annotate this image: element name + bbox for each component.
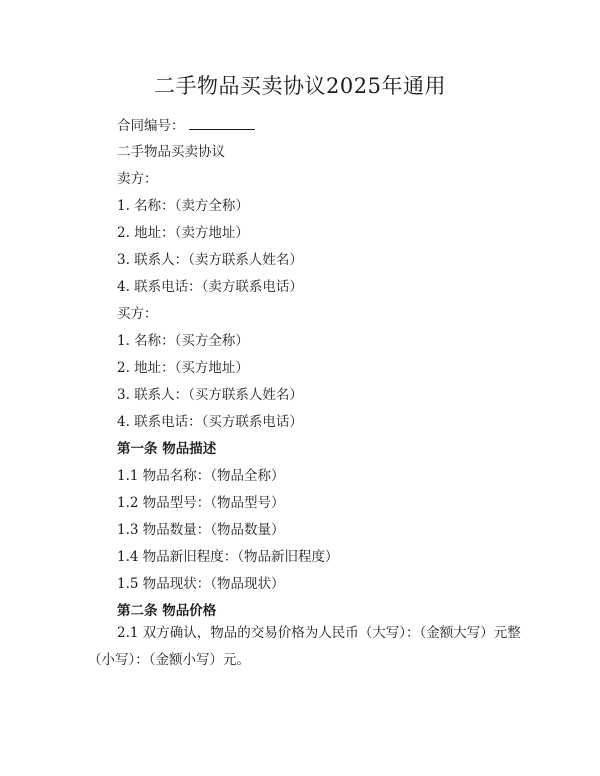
buyer-item-contact: 3. 联系人：（买方联系人姓名） [117, 387, 303, 403]
seller-item-contact: 3. 联系人：（卖方联系人姓名） [117, 252, 303, 268]
article-1-item-condition: 1.4 物品新旧程度：（物品新旧程度） [117, 549, 339, 565]
seller-item-phone: 4. 联系电话：（卖方联系电话） [117, 279, 303, 295]
contract-number-blank [189, 116, 255, 130]
article-2-heading: 第二条 物品价格 [117, 603, 217, 619]
document-title: 二手物品买卖协议2025年通用 [154, 74, 446, 98]
seller-heading: 卖方： [117, 171, 158, 187]
article-2-paragraph: 2.1 双方确认，物品的交易价格为人民币（大写）：（金额大写）元整（小写）：（金额小写）元。 [88, 625, 521, 668]
contract-number-line [117, 116, 255, 135]
article-1-item-status: 1.5 物品现状：（物品现状） [117, 576, 285, 592]
buyer-item-address: 2. 地址：（买方地址） [117, 360, 249, 376]
buyer-heading: 买方： [117, 306, 158, 322]
article-1-item-quantity: 1.3 物品数量：（物品数量） [117, 522, 285, 538]
buyer-item-name: 1. 名称：（买方全称） [117, 333, 249, 349]
article-1-item-model: 1.2 物品型号：（物品型号） [117, 495, 285, 511]
document-subtitle: 二手物品买卖协议 [117, 144, 225, 160]
contract-number-label: 合同编号： [117, 118, 185, 134]
seller-item-address: 2. 地址：（卖方地址） [117, 225, 249, 241]
seller-item-name: 1. 名称：（卖方全称） [117, 198, 249, 214]
article-1-item-name: 1.1 物品名称：（物品全称） [117, 468, 285, 484]
article-1-heading: 第一条 物品描述 [117, 441, 217, 457]
buyer-item-phone: 4. 联系电话：（买方联系电话） [117, 414, 303, 430]
